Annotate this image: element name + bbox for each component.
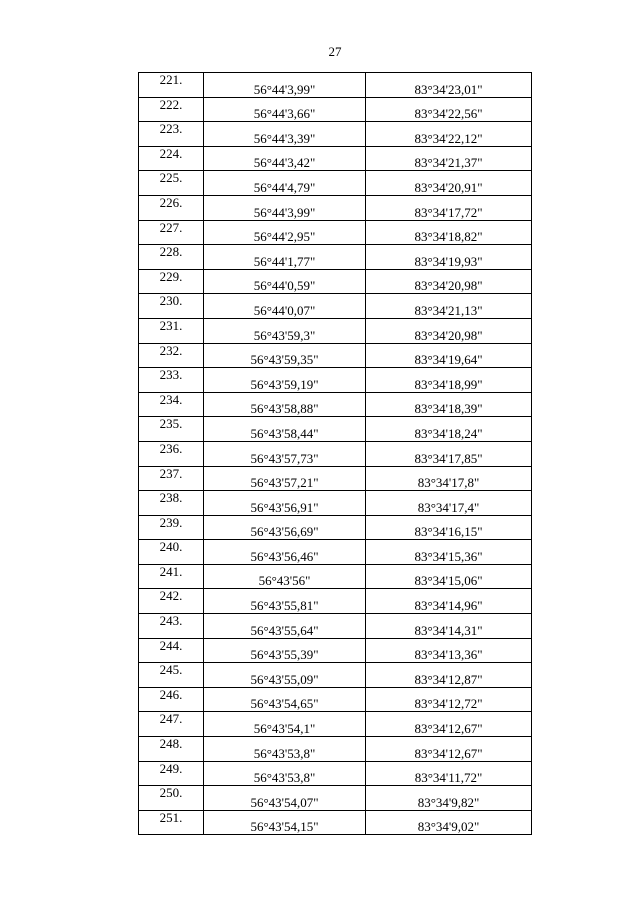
point-number-cell: 227. [139,220,204,245]
latitude-cell: 56°43'57,21" [204,466,366,491]
point-number-cell: 237. [139,466,204,491]
table-row [139,564,532,589]
table-row [139,195,532,220]
longitude-cell: 83°34'17,85" [366,441,532,466]
table-row [139,294,532,319]
point-number-cell: 250. [139,786,204,811]
longitude-cell: 83°34'14,96" [366,589,532,614]
table-row [139,466,532,491]
latitude-cell: 56°43'54,15" [204,810,366,835]
latitude-cell: 56°44'3,99" [204,195,366,220]
latitude-cell: 56°44'0,59" [204,269,366,294]
latitude-cell: 56°43'56" [204,564,366,589]
table-row [139,97,532,122]
latitude-cell: 56°44'3,42" [204,146,366,171]
table-row [139,73,532,98]
latitude-cell: 56°43'58,44" [204,417,366,442]
table-row [139,786,532,811]
coordinates-table-body [139,73,532,835]
table-row [139,614,532,639]
table-row [139,491,532,516]
point-number-cell: 229. [139,269,204,294]
latitude-cell: 56°44'2,95" [204,220,366,245]
longitude-cell: 83°34'15,06" [366,564,532,589]
table-row [139,589,532,614]
point-number-cell: 222. [139,97,204,122]
latitude-cell: 56°43'55,81" [204,589,366,614]
table-row [139,663,532,688]
table-row [139,343,532,368]
latitude-cell: 56°44'3,39" [204,122,366,147]
latitude-cell: 56°43'53,8" [204,761,366,786]
table-row [139,146,532,171]
longitude-cell: 83°34'23,01" [366,73,532,98]
longitude-cell: 83°34'22,56" [366,97,532,122]
point-number-cell: 243. [139,614,204,639]
longitude-cell: 83°34'18,39" [366,392,532,417]
longitude-cell: 83°34'20,98" [366,269,532,294]
point-number-cell: 241. [139,564,204,589]
latitude-cell: 56°44'3,99" [204,73,366,98]
point-number-cell: 245. [139,663,204,688]
point-number-cell: 251. [139,810,204,835]
longitude-cell: 83°34'17,4" [366,491,532,516]
point-number-cell: 226. [139,195,204,220]
table-row [139,318,532,343]
point-number-cell: 234. [139,392,204,417]
longitude-cell: 83°34'21,13" [366,294,532,319]
longitude-cell: 83°34'14,31" [366,614,532,639]
point-number-cell: 225. [139,171,204,196]
table-row [139,441,532,466]
point-number-cell: 228. [139,245,204,270]
table-row [139,417,532,442]
point-number-cell: 231. [139,318,204,343]
page-number: 27 [328,44,342,59]
point-number-cell: 244. [139,638,204,663]
longitude-cell: 83°34'11,72" [366,761,532,786]
table-row [139,540,532,565]
longitude-cell: 83°34'19,93" [366,245,532,270]
longitude-cell: 83°34'20,91" [366,171,532,196]
table-row [139,810,532,835]
latitude-cell: 56°43'58,88" [204,392,366,417]
longitude-cell: 83°34'9,02" [366,810,532,835]
longitude-cell: 83°34'18,82" [366,220,532,245]
table-row [139,245,532,270]
longitude-cell: 83°34'22,12" [366,122,532,147]
table-row [139,761,532,786]
point-number-cell: 240. [139,540,204,565]
table-row [139,171,532,196]
table-row [139,712,532,737]
longitude-cell: 83°34'19,64" [366,343,532,368]
point-number-cell: 248. [139,737,204,762]
latitude-cell: 56°43'59,35" [204,343,366,368]
longitude-cell: 83°34'12,72" [366,687,532,712]
table-row [139,269,532,294]
point-number-cell: 236. [139,441,204,466]
longitude-cell: 83°34'9,82" [366,786,532,811]
longitude-cell: 83°34'17,8" [366,466,532,491]
longitude-cell: 83°34'13,36" [366,638,532,663]
table-row [139,638,532,663]
latitude-cell: 56°43'54,1" [204,712,366,737]
point-number-cell: 233. [139,368,204,393]
longitude-cell: 83°34'20,98" [366,318,532,343]
latitude-cell: 56°43'55,39" [204,638,366,663]
latitude-cell: 56°43'59,19" [204,368,366,393]
longitude-cell: 83°34'17,72" [366,195,532,220]
coordinates-table [138,72,532,835]
point-number-cell: 232. [139,343,204,368]
latitude-cell: 56°43'56,91" [204,491,366,516]
table-row [139,687,532,712]
latitude-cell: 56°43'56,69" [204,515,366,540]
table-row [139,515,532,540]
longitude-cell: 83°34'21,37" [366,146,532,171]
longitude-cell: 83°34'12,67" [366,712,532,737]
longitude-cell: 83°34'12,87" [366,663,532,688]
point-number-cell: 246. [139,687,204,712]
table-row [139,368,532,393]
point-number-cell: 239. [139,515,204,540]
table-row [139,737,532,762]
longitude-cell: 83°34'18,24" [366,417,532,442]
point-number-cell: 221. [139,73,204,98]
point-number-cell: 235. [139,417,204,442]
latitude-cell: 56°44'0,07" [204,294,366,319]
point-number-cell: 230. [139,294,204,319]
latitude-cell: 56°43'53,8" [204,737,366,762]
longitude-cell: 83°34'16,15" [366,515,532,540]
latitude-cell: 56°43'54,07" [204,786,366,811]
point-number-cell: 238. [139,491,204,516]
point-number-cell: 249. [139,761,204,786]
point-number-cell: 223. [139,122,204,147]
longitude-cell: 83°34'12,67" [366,737,532,762]
latitude-cell: 56°43'57,73" [204,441,366,466]
latitude-cell: 56°44'1,77" [204,245,366,270]
table-row [139,392,532,417]
table-row [139,220,532,245]
latitude-cell: 56°43'59,3" [204,318,366,343]
latitude-cell: 56°43'54,65" [204,687,366,712]
latitude-cell: 56°44'4,79" [204,171,366,196]
latitude-cell: 56°43'55,09" [204,663,366,688]
longitude-cell: 83°34'18,99" [366,368,532,393]
point-number-cell: 242. [139,589,204,614]
longitude-cell: 83°34'15,36" [366,540,532,565]
point-number-cell: 247. [139,712,204,737]
point-number-cell: 224. [139,146,204,171]
latitude-cell: 56°43'55,64" [204,614,366,639]
latitude-cell: 56°44'3,66" [204,97,366,122]
table-row [139,122,532,147]
latitude-cell: 56°43'56,46" [204,540,366,565]
